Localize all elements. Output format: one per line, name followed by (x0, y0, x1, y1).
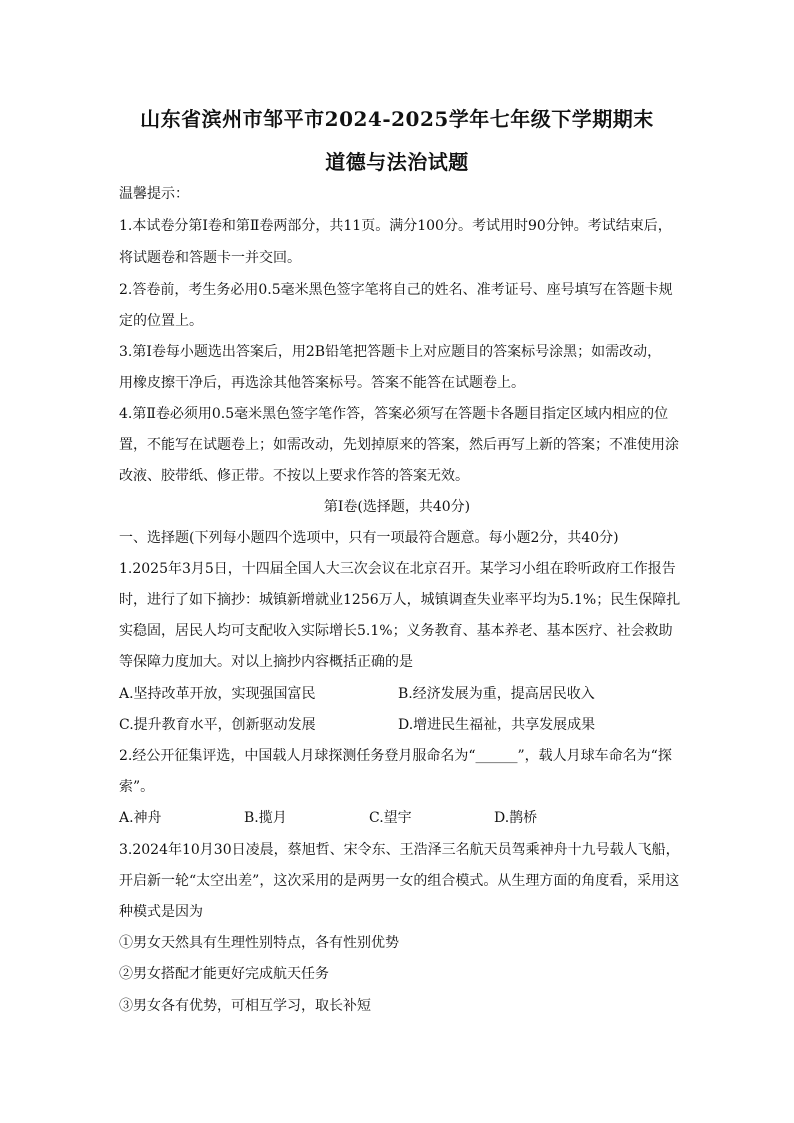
q1-option-a: A.坚持改革开放，实现强国富民 (119, 686, 316, 702)
section-heading: 第Ⅰ卷(选择题，共40分) (323, 499, 471, 515)
q1-option-b: B.经济发展为重，提高居民收入 (398, 686, 595, 702)
q3-statement: ③男女各有优势，可相互学习，取长补短 (119, 998, 371, 1014)
q2-option-b: B.揽月 (244, 810, 287, 826)
question-line: 索”。 (119, 779, 155, 795)
q2-option-c: C.望宇 (369, 810, 412, 826)
section-instruction: 一、选择题(下列每小题四个选项中，只有一项最符合题意。每小题2分，共40分) (119, 530, 619, 546)
question-line: 时，进行了如下摘抄：城镇新增就业1256万人，城镇调查失业率平均为5.1%；民生保障扎 (119, 592, 681, 608)
question-line: 2.经公开征集评选，中国载人月球探测任务登月服命名为“______”，载人月球车命名为“探 (119, 748, 672, 764)
question-line: 实稳固，居民人均可支配收入实际增长5.1%；义务教育、基本养老、基本医疗、社会救助 (119, 623, 673, 639)
notice-line: 将试题卷和答题卡一并交回。 (119, 250, 301, 266)
question-line: 3.2024年10月30日凌晨，蔡旭哲、宋令东、王浩泽三名航天员驾乘神舟十九号载人飞船， (119, 842, 680, 858)
question-line: 1.2025年3月5日，十四届全国人大三次会议在北京召开。某学习小组在聆听政府工作报告 (119, 561, 676, 577)
q1-option-d: D.增进民生福祉，共享发展成果 (398, 717, 596, 733)
notice-line: 4.第Ⅱ卷必须用0.5毫米黑色签字笔作答，答案必须写在答题卡各题目指定区域内相应的位 (119, 406, 669, 422)
exam-title-line1: 山东省滨州市邹平市2024-2025学年七年级下学期期末 (140, 107, 654, 131)
notice-line: 用橡皮擦干净后，再选涂其他答案标号。答案不能答在试题卷上。 (119, 375, 525, 391)
notice-line: 置，不能写在试题卷上；如需改动，先划掉原来的答案，然后再写上新的答案；不准使用涂 (119, 437, 679, 453)
notice-line: 定的位置上。 (119, 313, 203, 329)
q2-option-a: A.神舟 (119, 810, 162, 826)
notice-line: 改液、胶带纸、修正带。不按以上要求作答的答案无效。 (119, 468, 469, 484)
q3-statement: ②男女搭配才能更好完成航天任务 (119, 966, 329, 982)
notice-heading: 温馨提示： (119, 186, 189, 202)
question-line: 种模式是因为 (119, 904, 203, 920)
exam-title-line2: 道德与法治试题 (325, 150, 469, 174)
notice-line: 1.本试卷分第Ⅰ卷和第Ⅱ卷两部分，共11页。满分100分。考试用时90分钟。考试结束后， (119, 218, 672, 234)
question-line: 等保障力度加大。对以上摘抄内容概括正确的是 (119, 654, 413, 670)
notice-line: 2.答卷前，考生务必用0.5毫米黑色签字笔将自己的姓名、准考证号、座号填写在答题卡规 (119, 282, 673, 298)
q1-option-c: C.提升教育水平，创新驱动发展 (119, 717, 316, 733)
q3-statement: ①男女天然具有生理性别特点，各有性别优势 (119, 935, 399, 951)
question-line: 开启新一轮“太空出差”，这次采用的是两男一女的组合模式。从生理方面的角度看，采用这 (119, 873, 680, 889)
notice-line: 3.第Ⅰ卷每小题选出答案后，用2B铅笔把答题卡上对应题目的答案标号涂黑；如需改动， (119, 344, 662, 360)
q2-option-d: D.鹊桥 (494, 810, 538, 826)
